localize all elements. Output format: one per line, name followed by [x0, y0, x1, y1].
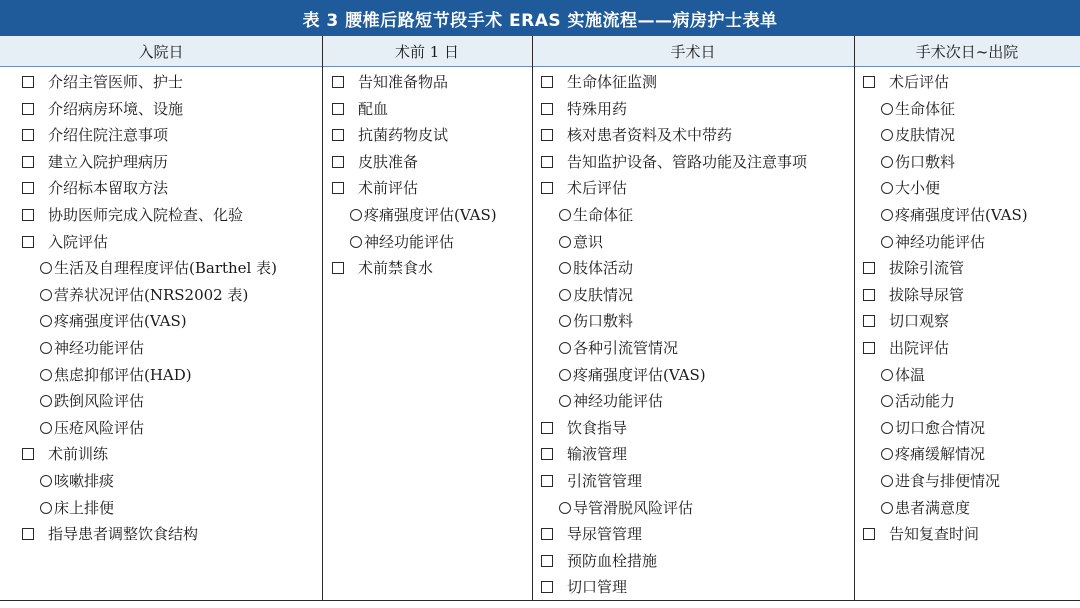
checkbox-icon[interactable]: [541, 103, 553, 115]
item-text: 咳嗽排痰: [54, 471, 115, 490]
checkbox-icon[interactable]: [332, 262, 344, 274]
sub-item: [863, 229, 1078, 256]
item-text: 生命体征: [573, 205, 634, 224]
checklist-item: [22, 149, 320, 176]
sub-item: [863, 149, 1078, 176]
sub-item: [863, 415, 1078, 442]
sub-item: [541, 229, 852, 256]
circle-icon: [881, 182, 893, 194]
item-text: 生命体征监测: [567, 73, 658, 91]
item-text: 特殊用药: [567, 99, 628, 118]
checklist-item: [22, 441, 320, 468]
circle-icon: [559, 342, 571, 354]
circle-icon: [881, 369, 893, 381]
circle-icon: [40, 262, 52, 274]
checklist-item: [541, 574, 852, 601]
checkbox-icon[interactable]: [541, 555, 553, 567]
sub-item: [22, 362, 320, 389]
item-text: 饮食指导: [567, 418, 628, 437]
item-text: 大小便: [895, 179, 941, 198]
checkbox-icon[interactable]: [22, 156, 34, 168]
item-text: 压疮风险评估: [54, 418, 145, 437]
checkbox-icon[interactable]: [22, 182, 34, 194]
checklist-item: [22, 122, 320, 149]
header-row: [0, 36, 1080, 67]
sub-item: [22, 468, 320, 495]
item-text: 拔除导尿管: [889, 285, 965, 304]
item-text: 焦虑抑郁评估(HAD): [54, 365, 192, 384]
sub-item: [22, 495, 320, 522]
checklist-item: [541, 69, 852, 96]
sub-item: [541, 362, 852, 389]
item-text: 术前禁食水: [358, 259, 434, 278]
item-text: 意识: [573, 232, 604, 251]
checkbox-icon[interactable]: [863, 76, 875, 88]
checklist-item: [863, 335, 1078, 362]
checklist-item: [22, 202, 320, 229]
item-text: 进食与排便情况: [895, 471, 1001, 490]
item-text: 皮肤情况: [573, 285, 634, 304]
circle-icon: [881, 475, 893, 487]
sub-item: [541, 282, 852, 309]
sub-item: [541, 255, 852, 282]
checklist-item: [863, 282, 1078, 309]
item-text: 各种引流管情况: [573, 338, 679, 357]
checklist-item: [332, 96, 530, 123]
sub-item: [22, 335, 320, 362]
checklist-item: [541, 175, 852, 202]
circle-icon: [881, 209, 893, 221]
sub-item: [332, 202, 530, 229]
checklist-item: [541, 521, 852, 548]
circle-icon: [881, 236, 893, 248]
column-post-op-to-discharge: [863, 69, 1078, 548]
checkbox-icon[interactable]: [863, 262, 875, 274]
item-text: 导管滑脱风险评估: [573, 498, 694, 517]
circle-icon: [881, 448, 893, 460]
item-text: 肢体活动: [573, 259, 634, 278]
checkbox-icon[interactable]: [863, 289, 875, 301]
item-text: 切口管理: [567, 578, 628, 597]
item-text: 疼痛强度评估(VAS): [54, 312, 187, 331]
circle-icon: [350, 209, 362, 221]
circle-icon: [40, 422, 52, 434]
item-text: 皮肤情况: [895, 126, 956, 145]
checkbox-icon[interactable]: [863, 315, 875, 327]
circle-icon: [559, 369, 571, 381]
item-text: 伤口敷料: [573, 312, 634, 331]
item-text: 疼痛强度评估(VAS): [364, 205, 497, 224]
sub-item: [863, 202, 1078, 229]
checklist-item: [332, 149, 530, 176]
circle-icon: [559, 289, 571, 301]
item-text: 告知复查时间: [889, 525, 980, 544]
circle-icon: [559, 236, 571, 248]
circle-icon: [40, 475, 52, 487]
column-divider: [322, 36, 323, 600]
circle-icon: [559, 315, 571, 327]
sub-item: [863, 362, 1078, 389]
item-text: 导尿管管理: [567, 525, 643, 544]
column-divider: [854, 36, 855, 600]
item-text: 神经功能评估: [573, 392, 664, 411]
item-text: 拔除引流管: [889, 259, 965, 278]
checkbox-icon[interactable]: [22, 528, 34, 540]
item-text: 术后评估: [889, 73, 950, 91]
checklist-item: [863, 255, 1078, 282]
item-text: 术前评估: [358, 179, 419, 198]
item-text: 抗菌药物皮试: [358, 126, 449, 145]
item-text: 介绍标本留取方法: [48, 179, 169, 198]
sub-item: [541, 388, 852, 415]
checklist-item: [22, 69, 320, 96]
sub-item: [22, 255, 320, 282]
item-text: 介绍主管医师、护士: [48, 73, 184, 91]
circle-icon: [350, 236, 362, 248]
item-text: 神经功能评估: [364, 232, 455, 251]
item-text: 疼痛缓解情况: [895, 445, 986, 464]
column-pre-op-day: [332, 69, 530, 282]
item-text: 伤口敷料: [895, 152, 956, 171]
sub-item: [863, 468, 1078, 495]
sub-item: [541, 495, 852, 522]
checkbox-icon[interactable]: [541, 182, 553, 194]
item-text: 建立入院护理病历: [48, 152, 169, 171]
sub-item: [863, 441, 1078, 468]
item-text: 告知监护设备、管路功能及注意事项: [567, 152, 808, 171]
checkbox-icon[interactable]: [22, 129, 34, 141]
item-text: 入院评估: [48, 232, 109, 251]
sub-item: [863, 175, 1078, 202]
sub-item: [863, 388, 1078, 415]
table-bottom-rule: [0, 600, 1080, 601]
checkbox-icon[interactable]: [22, 236, 34, 248]
item-text: 疼痛强度评估(VAS): [895, 205, 1028, 224]
item-text: 介绍住院注意事项: [48, 126, 169, 145]
item-text: 核对患者资料及术中带药: [567, 126, 733, 145]
item-text: 指导患者调整饮食结构: [48, 525, 199, 544]
circle-icon: [881, 502, 893, 514]
sub-item: [22, 415, 320, 442]
checklist-item: [541, 415, 852, 442]
item-text: 输液管理: [567, 445, 628, 464]
item-text: 皮肤准备: [358, 152, 419, 171]
item-text: 协助医师完成入院检查、化验: [48, 205, 244, 224]
circle-icon: [40, 369, 52, 381]
checkbox-icon[interactable]: [541, 475, 553, 487]
circle-icon: [559, 395, 571, 407]
item-text: 术前训练: [48, 445, 109, 464]
checkbox-icon[interactable]: [541, 581, 553, 593]
checkbox-icon[interactable]: [22, 103, 34, 115]
checklist-item: [541, 149, 852, 176]
checklist-item: [541, 468, 852, 495]
circle-icon: [40, 315, 52, 327]
checklist-item: [332, 175, 530, 202]
checkbox-icon[interactable]: [863, 342, 875, 354]
item-text: 生命体征: [895, 99, 956, 118]
item-text: 床上排便: [54, 498, 115, 517]
item-text: 活动能力: [895, 392, 956, 411]
checkbox-icon[interactable]: [332, 76, 344, 88]
checklist-item: [541, 122, 852, 149]
circle-icon: [40, 342, 52, 354]
header-post-op-to-discharge: 手术次日~出院: [915, 42, 1019, 61]
checklist-item: [22, 229, 320, 256]
column-surgery-day: [541, 69, 852, 601]
circle-icon: [40, 395, 52, 407]
checkbox-icon[interactable]: [22, 76, 34, 88]
checklist-item: [332, 255, 530, 282]
item-text: 切口愈合情况: [895, 418, 986, 437]
item-text: 营养状况评估(NRS2002 表): [54, 285, 249, 304]
item-text: 引流管管理: [567, 471, 643, 490]
item-text: 术后评估: [567, 179, 628, 198]
checklist-item: [863, 308, 1078, 335]
checklist-item: [541, 548, 852, 575]
item-text: 预防血栓措施: [567, 551, 658, 570]
sub-item: [863, 122, 1078, 149]
checkbox-icon[interactable]: [541, 528, 553, 540]
item-text: 跌倒风险评估: [54, 392, 145, 411]
item-text: 神经功能评估: [895, 232, 986, 251]
checklist-item: [22, 96, 320, 123]
sub-item: [541, 335, 852, 362]
circle-icon: [559, 209, 571, 221]
circle-icon: [40, 289, 52, 301]
item-text: 体温: [895, 365, 926, 384]
checkbox-icon[interactable]: [863, 528, 875, 540]
item-text: 生活及自理程度评估(Barthel 表): [54, 259, 277, 278]
checkbox-icon[interactable]: [541, 76, 553, 88]
header-surgery-day: 手术日: [670, 42, 716, 61]
circle-icon: [881, 156, 893, 168]
circle-icon: [881, 395, 893, 407]
table-title: 表 3 腰椎后路短节段手术 ERAS 实施流程——病房护士表单: [0, 0, 1080, 36]
checkbox-icon[interactable]: [332, 103, 344, 115]
sub-item: [541, 202, 852, 229]
sub-item: [22, 308, 320, 335]
checklist-item: [541, 96, 852, 123]
item-text: 出院评估: [889, 338, 950, 357]
checkbox-icon[interactable]: [541, 422, 553, 434]
column-divider: [532, 36, 533, 600]
item-text: 介绍病房环境、设施: [48, 99, 184, 118]
checklist-item: [541, 441, 852, 468]
circle-icon: [881, 103, 893, 115]
checkbox-icon[interactable]: [541, 129, 553, 141]
header-pre-op-day: 术前 1 日: [394, 42, 460, 61]
checkbox-icon[interactable]: [332, 129, 344, 141]
checkbox-icon[interactable]: [22, 209, 34, 221]
circle-icon: [559, 502, 571, 514]
sub-item: [541, 308, 852, 335]
sub-item: [863, 495, 1078, 522]
checklist-item: [22, 175, 320, 202]
checklist-item: [863, 521, 1078, 548]
sub-item: [332, 229, 530, 256]
header-admission-day: 入院日: [138, 42, 184, 61]
item-text: 神经功能评估: [54, 338, 145, 357]
checklist-item: [22, 521, 320, 548]
circle-icon: [881, 422, 893, 434]
checkbox-icon[interactable]: [332, 182, 344, 194]
item-text: 告知准备物品: [358, 73, 449, 91]
checkbox-icon[interactable]: [332, 156, 344, 168]
checklist-item: [332, 69, 530, 96]
item-text: 患者满意度: [895, 498, 971, 517]
checkbox-icon[interactable]: [541, 156, 553, 168]
item-text: 配血: [358, 99, 389, 118]
item-text: 切口观察: [889, 312, 950, 331]
sub-item: [22, 388, 320, 415]
checkbox-icon[interactable]: [22, 448, 34, 460]
circle-icon: [559, 262, 571, 274]
checklist-item: [332, 122, 530, 149]
circle-icon: [881, 129, 893, 141]
checklist-item: [863, 69, 1078, 96]
circle-icon: [40, 502, 52, 514]
checkbox-icon[interactable]: [541, 448, 553, 460]
sub-item: [22, 282, 320, 309]
sub-item: [863, 96, 1078, 123]
column-admission-day: [22, 69, 320, 548]
item-text: 疼痛强度评估(VAS): [573, 365, 706, 384]
